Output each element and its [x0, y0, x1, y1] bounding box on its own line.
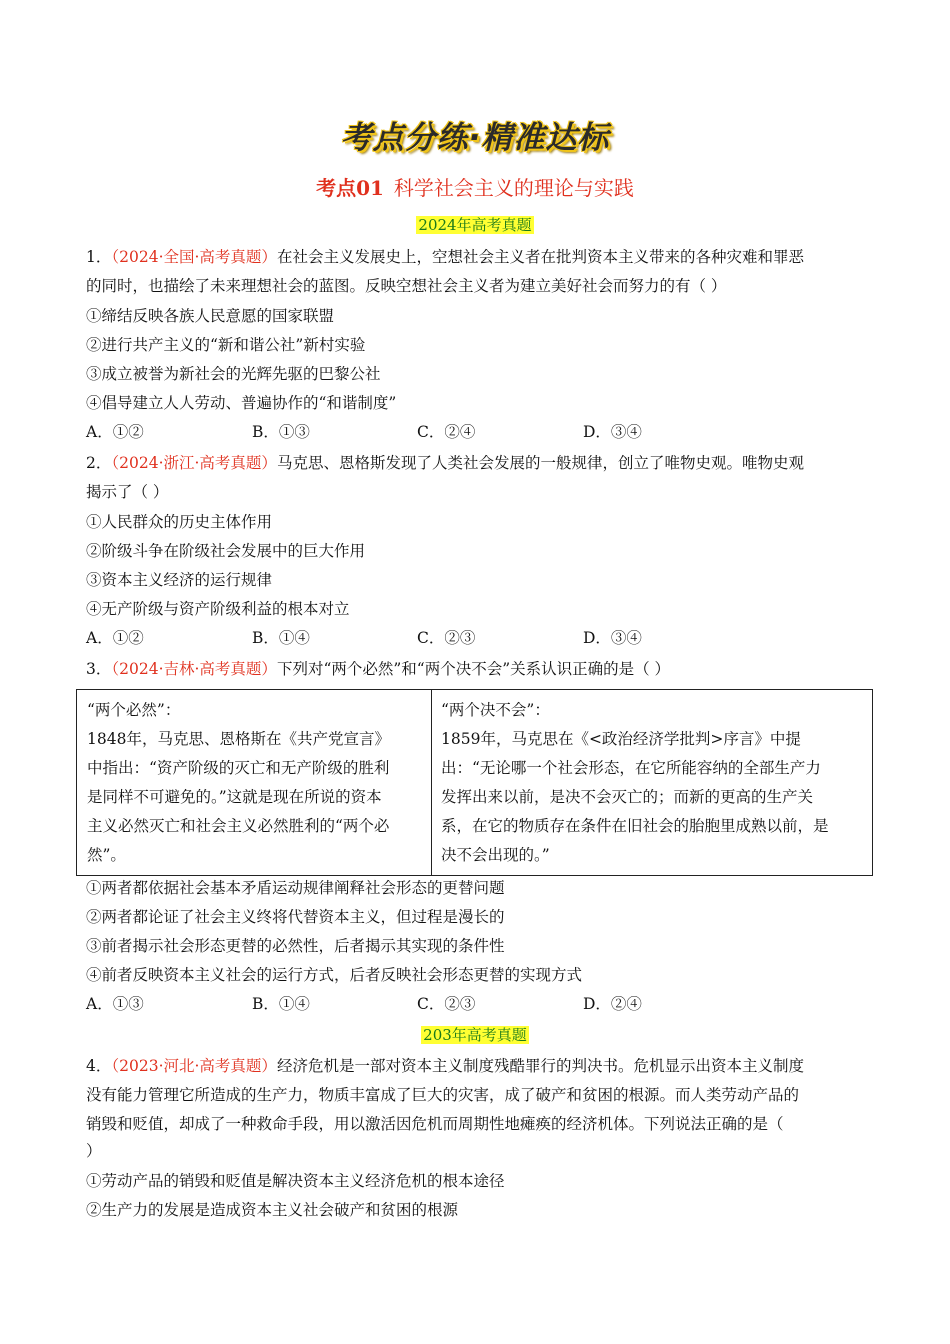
statement: ③资本主义经济的运行规律 [86, 571, 273, 589]
statement: ③成立被誉为新社会的光辉先驱的巴黎公社 [86, 365, 381, 383]
statement: ④前者反映资本主义社会的运行方式，后者反映社会形态更替的实现方式 [86, 966, 583, 984]
statement: ①两者都依据社会基本矛盾运动规律阐释社会形态的更替问题 [86, 879, 505, 897]
option-c[interactable]: C．②④ [417, 423, 476, 441]
statement: ②阶级斗争在阶级社会发展中的巨大作用 [86, 542, 366, 560]
topic-number: 考点01 [316, 176, 384, 200]
question-2-stem-cont: 揭示了（ ） [86, 483, 169, 501]
question-4-stem: 4．（2023·河北·高考真题）经济危机是一部对资本主义制度残酷罪行的判决书。危机显示出资本主义制度 [86, 1057, 804, 1075]
option-d[interactable]: D．③④ [583, 423, 642, 441]
statement: ③前者揭示社会形态更替的必然性，后者揭示其实现的条件性 [86, 937, 505, 955]
topic-heading [0, 172, 950, 201]
question-1-stem: 1．（2024·全国·高考真题）在社会主义发展史上，空想社会主义者在批判资本主义带来的各种灾难和罪恶 [86, 248, 804, 266]
option-d[interactable]: D．③④ [583, 629, 642, 647]
quote-table [76, 689, 873, 876]
topic-title: 科学社会主义的理论与实践 [393, 176, 634, 200]
option-a[interactable]: A．①② [86, 629, 144, 647]
section-heading-2024: 2024年高考真题 [418, 216, 532, 234]
option-b[interactable]: B．①④ [252, 995, 310, 1013]
statement: ④无产阶级与资产阶级利益的根本对立 [86, 600, 350, 618]
option-c[interactable]: C．②③ [417, 995, 476, 1013]
statement: ①劳动产品的销毁和贬值是解决资本主义经济危机的根本途径 [86, 1172, 505, 1190]
option-d[interactable]: D．②④ [583, 995, 642, 1013]
question-4-stem-cont: 销毁和贬值，却成了一种救命手段，用以激活因危机而周期性地瘫痪的经济机体。下列说法正确的是（ [86, 1115, 784, 1133]
question-1-stem-cont: 的同时，也描绘了未来理想社会的蓝图。反映空想社会主义者为建立美好社会而努力的有（ ） [86, 277, 727, 295]
banner-title: 考点分练·精准达标 [340, 120, 610, 156]
question-4-stem-cont: 没有能力管理它所造成的生产力，物质丰富成了巨大的灾害，成了破产和贫困的根源。而人类劳动产品的 [86, 1086, 800, 1104]
table-divider [431, 690, 432, 875]
option-b[interactable]: B．①④ [252, 629, 310, 647]
option-b[interactable]: B．①③ [252, 423, 310, 441]
section-heading-2023: 203年高考真题 [423, 1026, 527, 1044]
statement: ②生产力的发展是造成资本主义社会破产和贫困的根源 [86, 1201, 459, 1219]
statement: ①人民群众的历史主体作用 [86, 513, 273, 531]
table-cell-left: “两个必然”： 1848年，马克思、恩格斯在《共产党宣言》 中指出：“资产阶级的灭亡和无产阶级的胜利 是同样不可避免的。”这就是现在所说的资本 主义必然灭亡和社会主义必然胜利的“两个必 然”。 [87, 701, 390, 864]
statement: ②进行共产主义的“新和谐公社”新村实验 [86, 336, 366, 354]
table-cell-right: “两个决不会”： 1859年，马克思在《<政治经济学批判>序言》中提 出：“无论哪一个社会形态，在它所能容纳的全部生产力 发挥出来以前，是决不会灭亡的；而新的更高的生产关 系，在它的物质存在条件在旧社会的胎胞里成熟以前，是 决不会出现的。” [441, 701, 829, 864]
question-2-stem: 2．（2024·浙江·高考真题）马克思、恩格斯发现了人类社会发展的一般规律，创立了唯物史观。唯物史观 [86, 454, 804, 472]
question-source: （2024·浙江·高考真题） [111, 454, 277, 472]
question-3-stem: 3．（2024·吉林·高考真题）下列对“两个必然”和“两个决不会”关系认识正确的是（ ） [86, 660, 671, 678]
question-source: （2024·全国·高考真题） [111, 248, 277, 266]
statement: ②两者都论证了社会主义终将代替资本主义，但过程是漫长的 [86, 908, 505, 926]
question-source: （2024·吉林·高考真题） [111, 660, 277, 678]
statement: ④倡导建立人人劳动、普遍协作的“和谐制度” [86, 394, 397, 412]
question-source: （2023·河北·高考真题） [111, 1057, 277, 1075]
option-c[interactable]: C．②③ [417, 629, 476, 647]
option-a[interactable]: A．①② [86, 423, 144, 441]
statement: ①缔结反映各族人民意愿的国家联盟 [86, 307, 335, 325]
question-4-stem-cont: ） [86, 1142, 102, 1160]
option-a[interactable]: A．①③ [86, 995, 144, 1013]
